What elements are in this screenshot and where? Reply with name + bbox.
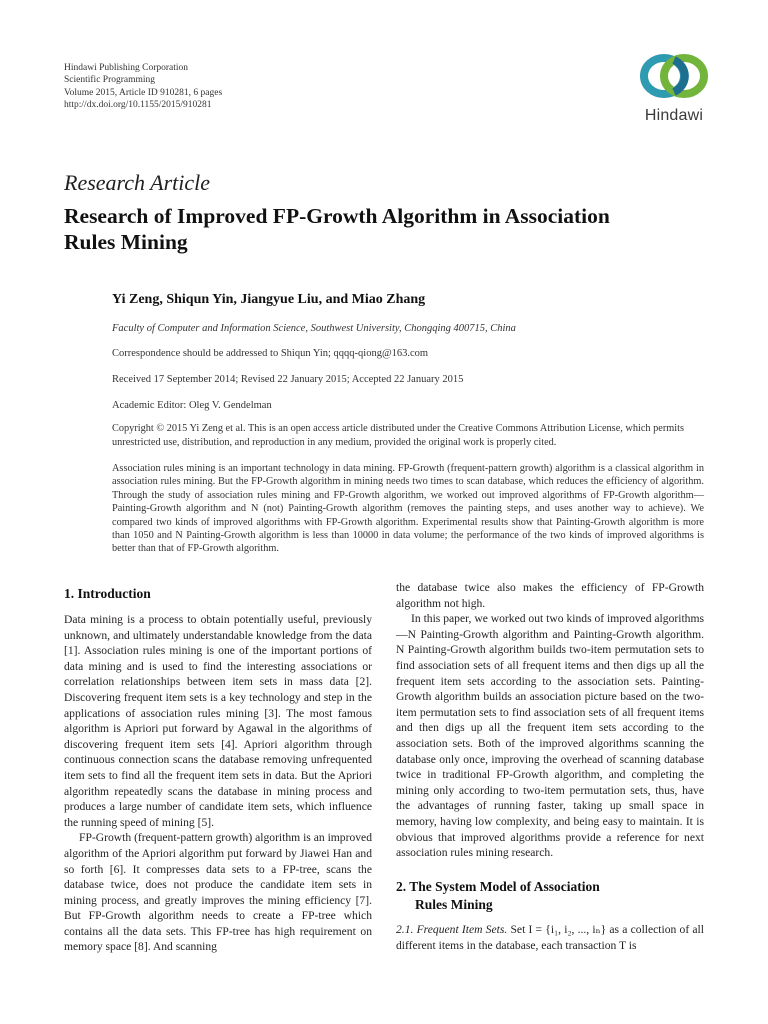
section-heading-system-model [396, 878, 704, 914]
intro-paragraph-1: Data mining is a process to obtain potentially useful, previously unknown, and ultimately understandable knowledge from the data [1]. Association rules mining is one of the important portions of data mining and is used to find the interesting associations or correlation relationships between item sets in mass data [2]. Discovering frequent item sets is a key technology and step in the applications of association rules mining [3]. The most famous algorithm is Apriori put forward by Agawal in the algorithms of discovering frequent item sets [4]. Apriori algorithm through continuous connection scans the database removing unfrequented item sets to find all the frequent item sets in data. But the Apriori algorithm repeatedly scans the database in mining process and produces a large number of candidate item sets, which influence the running speed of mining [5]. [64, 613, 372, 829]
intro-right-column [396, 580, 704, 861]
hindawi-rings-icon [632, 46, 716, 106]
article-type: Research Article [64, 170, 211, 195]
publisher-name: Hindawi Publishing Corporation [64, 63, 189, 73]
intro-paragraph-4: In this paper, we worked out two kinds of improved algorithms—N Painting-Growth algorithm and Painting-Growth algorithm. N Painting-Growth algorithm builds two-item permutation sets to find association sets of all frequent items and then digs up all the frequent item sets according to the association sets. Painting-Growth algorithm builds an association picture based on the two-item permutation sets to find association sets of all frequent items and then digs up all the frequent item sets according to the association sets. Both of the improved algorithms scanning the database only once, improving the overhead of scanning database twice in traditional FP-Growth algorithm, and completing the mining only according to two-item permutation sets, thus, have the advantages of running faster, taking up small space in memory, having low complexity, and being easy to maintain. It is obvious that improved algorithms provide a reference for next association rules mining research. [396, 612, 704, 860]
doi-link[interactable]: http://dx.doi.org/10.1155/2015/910281 [64, 99, 212, 110]
volume-line: Volume 2015, Article ID 910281, 6 pages [64, 87, 223, 98]
subsection-text: Set I = {i₁, i₂, ..., iₙ} as a collection of all different items in the database, each transaction T is [396, 923, 704, 952]
subsection-frequent-item-sets [396, 922, 704, 953]
authors: Yi Zeng, Shiqun Yin, Jiangyue Liu, and Miao Zhang [112, 292, 426, 307]
affiliation: Faculty of Computer and Information Science, Southwest University, Chongqing 400715, China [112, 323, 516, 334]
academic-editor: Academic Editor: Oleg V. Gendelman [112, 400, 272, 411]
paper-title: Research of Improved FP-Growth Algorithm in Association Rules Mining [64, 204, 610, 254]
intro-left-column [64, 612, 372, 955]
intro-paragraph-3: the database twice also makes the efficiency of FP-Growth algorithm not high. [396, 581, 704, 610]
dates: Received 17 September 2014; Revised 22 January 2015; Accepted 22 January 2015 [112, 374, 464, 385]
hindawi-logo-text: Hindawi [644, 107, 704, 124]
journal-name: Scientific Programming [64, 75, 156, 86]
correspondence: Correspondence should be addressed to Shiqun Yin; qqqq-qiong@163.com [112, 348, 429, 359]
copyright: Copyright © 2015 Yi Zeng et al. This is an open access article distributed under the Creative Commons Attribution License, which permits unrestricted use, distribution, and reproduction in any medium, provided the original work is properly cited. [112, 423, 685, 448]
section-heading-line1: 2. The System Model of Association [396, 879, 600, 894]
hindawi-logo [632, 46, 716, 136]
intro-paragraph-2: FP-Growth (frequent-pattern growth) algorithm is an improved algorithm of the Apriori algorithm put forward by Jiawei Han and so forth [6]. It compresses data sets to a FP-tree, scans the database twice, does not produce the candidate item sets in mining process, and greatly improves the mining efficiency [7]. But FP-Growth algorithm needs to create a FP-tree which contains all the data sets. This FP-tree has high requirement on memory space [8]. And scanning [64, 831, 372, 954]
section-heading-line2: Rules Mining [415, 897, 493, 912]
section-heading-introduction: 1. Introduction [64, 586, 151, 601]
publisher-info [64, 62, 222, 111]
abstract: Association rules mining is an important technology in data mining. FP-Growth (frequent-pattern growth) algorithm is a classical algorithm in association rules mining. But the FP-Growth algorithm in mining needs two times to scan database, which reduces the efficiency of algorithm. Through the study of association rules mining and FP-Growth algorithm, we worked out improved algorithms of FP-Growth algorithm—Painting-Growth algorithm and N (not) Painting-Growth algorithm (removes the painting steps, and uses another way to achieve). We compared two kinds of improved algorithms with FP-Growth algorithm. Experimental results show that Painting-Growth algorithm is more than 1050 and N Painting-Growth algorithm is less than 10000 in data volume; the performance of the two kinds of improved algorithms is better than that of FP-Growth algorithm. [112, 463, 704, 555]
subsection-heading: 2.1. Frequent Item Sets. [396, 923, 508, 936]
